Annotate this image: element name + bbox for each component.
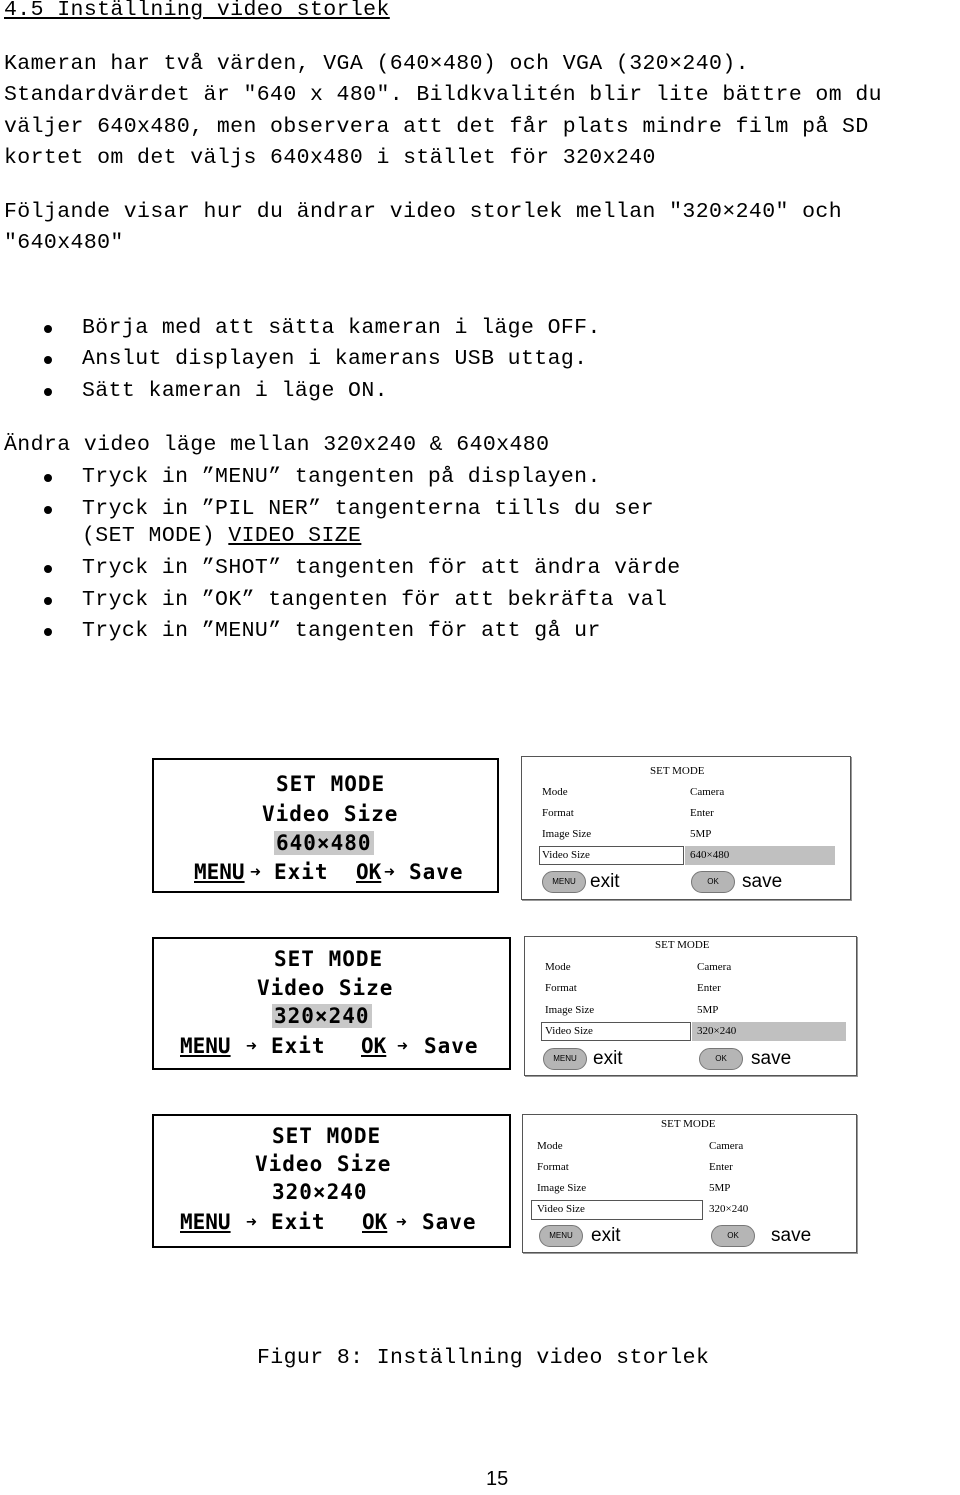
gui-title: SET MODE — [650, 765, 705, 777]
lcd-value: 320×240 — [274, 1004, 370, 1028]
lcd-exit: Exit — [271, 1034, 326, 1058]
gui-save-label: save — [771, 1225, 812, 1246]
gui-ok-button: OK — [691, 871, 735, 893]
gui-row-label: Mode — [537, 1140, 563, 1152]
gui-menu-button: MENU — [539, 1225, 583, 1247]
gui-menu-panel — [521, 756, 851, 900]
gui-row-label: Video Size — [542, 849, 590, 861]
lcd-title: SET MODE — [274, 947, 384, 971]
arrow-right-icon: ➜ — [250, 862, 261, 883]
lcd-screen — [152, 937, 511, 1070]
change-step: Tryck in ”SHOT” tangenten för att ändra värde — [82, 556, 681, 580]
lcd-save: Save — [422, 1210, 477, 1234]
lcd-screen — [152, 1114, 511, 1248]
arrow-right-icon: ➜ — [396, 1212, 407, 1233]
set-mode-text: (SET MODE) — [82, 524, 229, 548]
gui-row-value: 640×480 — [690, 849, 730, 861]
gui-exit-label: exit — [593, 1048, 623, 1069]
lcd-menu-key: MENU — [194, 860, 245, 884]
bullet-dot — [44, 388, 52, 396]
gui-menu-panel — [522, 1114, 857, 1253]
bullet-dot — [44, 565, 52, 573]
gui-row-value: 320×240 — [697, 1025, 737, 1037]
change-step-continuation — [82, 524, 361, 548]
gui-title: SET MODE — [655, 939, 710, 951]
gui-row-value: 5MP — [690, 828, 712, 840]
prep-step: Anslut displayen i kamerans USB uttag. — [82, 347, 588, 371]
gui-row-value: 5MP — [709, 1182, 731, 1194]
change-step: Tryck in ”PIL NER” tangenterna tills du ser — [82, 497, 654, 521]
change-title: Ändra video läge mellan 320x240 & 640x480 — [4, 433, 550, 457]
prep-step: Sätt kameran i läge ON. — [82, 379, 388, 403]
gui-row-value: Enter — [690, 807, 714, 819]
page-number: 15 — [486, 1468, 509, 1490]
gui-save-label: save — [751, 1048, 792, 1069]
lcd-value: 640×480 — [276, 831, 372, 855]
lcd-menu-key: MENU — [180, 1034, 231, 1058]
lcd-value: 320×240 — [272, 1180, 368, 1204]
lcd-exit: Exit — [274, 860, 329, 884]
gui-menu-button: MENU — [543, 1048, 587, 1070]
lcd-save: Save — [409, 860, 464, 884]
gui-row-value: 320×240 — [709, 1203, 749, 1215]
gui-title: SET MODE — [661, 1118, 716, 1130]
intro-line: Kameran har två värden, VGA (640×480) och VGA (320×240). — [4, 52, 749, 76]
section-heading: 4.5 Inställning video storlek — [4, 0, 390, 22]
lcd-subtitle: Video Size — [257, 976, 394, 1000]
bullet-dot — [44, 506, 52, 514]
gui-row-value: Enter — [697, 982, 721, 994]
bullet-dot — [44, 356, 52, 364]
gui-row-label: Video Size — [545, 1025, 593, 1037]
gui-row-label: Video Size — [537, 1203, 585, 1215]
gui-save-label: save — [742, 871, 783, 892]
gui-row-value: 5MP — [697, 1004, 719, 1016]
arrow-right-icon: ➜ — [246, 1212, 257, 1233]
gui-menu-panel — [524, 936, 857, 1076]
gui-row-label: Format — [537, 1161, 569, 1173]
lcd-ok-key: OK — [361, 1034, 387, 1058]
lcd-subtitle: Video Size — [255, 1152, 392, 1176]
gui-row-value: Camera — [690, 786, 725, 798]
video-size-underlined: VIDEO SIZE — [228, 524, 362, 548]
gui-row-label: Image Size — [545, 1004, 595, 1016]
intro-line: kortet om det väljs 640x480 i stället för 320x240 — [4, 146, 656, 170]
gui-ok-button: OK — [699, 1048, 743, 1070]
lcd-title: SET MODE — [272, 1124, 382, 1148]
lcd-title: SET MODE — [276, 772, 386, 796]
lcd-ok-key: OK — [362, 1210, 388, 1234]
intro-line: väljer 640x480, men observera att det får plats mindre film på SD — [4, 115, 869, 139]
figure-caption: Figur 8: Inställning video storlek — [257, 1346, 710, 1370]
gui-row-label: Mode — [542, 786, 568, 798]
bullet-dot — [44, 474, 52, 482]
gui-ok-button: OK — [711, 1225, 755, 1247]
gui-row-label: Image Size — [537, 1182, 587, 1194]
change-step: Tryck in ”OK” tangenten för att bekräfta val — [82, 588, 668, 612]
bullet-dot — [44, 628, 52, 636]
bullet-dot — [44, 597, 52, 605]
gui-exit-label: exit — [590, 871, 620, 892]
lcd-screen — [152, 758, 499, 893]
following-line: "640x480" — [4, 231, 124, 255]
gui-row-label: Format — [545, 982, 577, 994]
following-line: Följande visar hur du ändrar video storlek mellan "320×240" och — [4, 200, 843, 224]
change-step: Tryck in ”MENU” tangenten på displayen. — [82, 465, 601, 489]
gui-row-label: Image Size — [542, 828, 592, 840]
arrow-right-icon: ➜ — [246, 1036, 257, 1057]
change-step: Tryck in ”MENU” tangenten för att gå ur — [82, 619, 601, 643]
gui-row-value: Camera — [697, 961, 732, 973]
lcd-save: Save — [424, 1034, 479, 1058]
intro-line: Standardvärdet är "640 x 480". Bildkvalitén blir lite bättre om du — [4, 83, 882, 107]
gui-exit-label: exit — [591, 1225, 621, 1246]
bullet-dot — [44, 325, 52, 333]
gui-row-label: Format — [542, 807, 574, 819]
gui-row-value: Enter — [709, 1161, 733, 1173]
lcd-ok-key: OK — [356, 860, 382, 884]
lcd-exit: Exit — [271, 1210, 326, 1234]
lcd-subtitle: Video Size — [262, 802, 399, 826]
gui-menu-button: MENU — [542, 871, 586, 893]
gui-row-value: Camera — [709, 1140, 744, 1152]
arrow-right-icon: ➜ — [397, 1036, 408, 1057]
arrow-right-icon: ➜ — [384, 862, 395, 883]
lcd-menu-key: MENU — [180, 1210, 231, 1234]
gui-row-label: Mode — [545, 961, 571, 973]
prep-step: Börja med att sätta kameran i läge OFF. — [82, 316, 601, 340]
